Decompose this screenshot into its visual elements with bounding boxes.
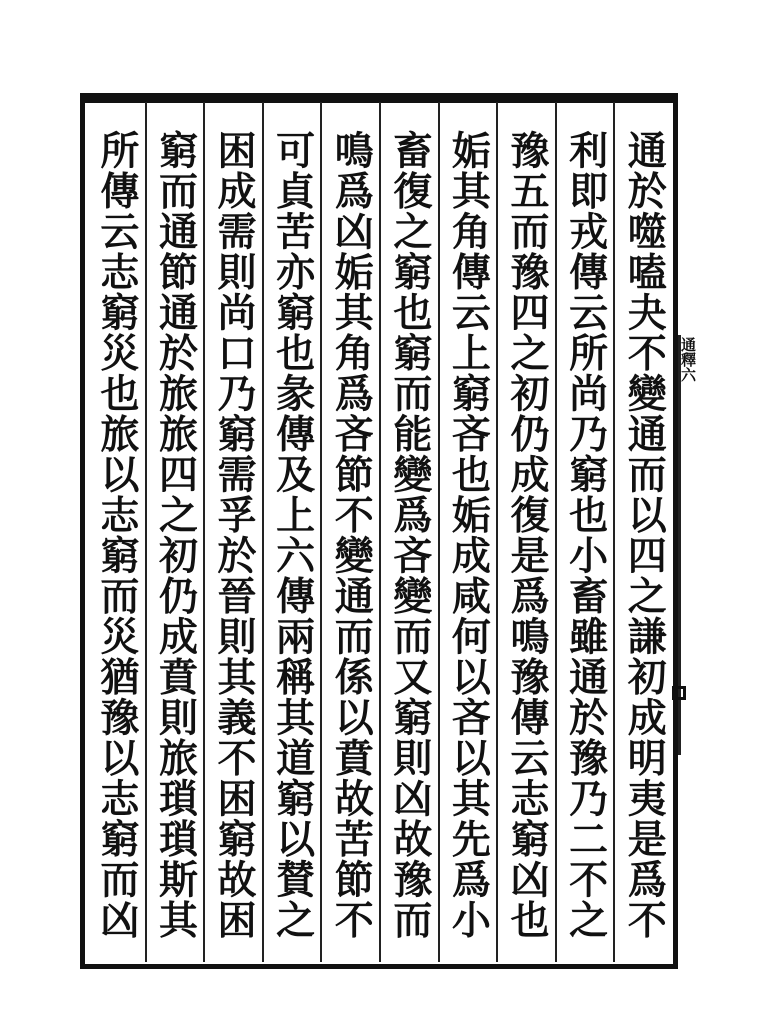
column-text: 利即戎傳云所尚乃窮也小畜雖通於豫乃二不之 bbox=[562, 130, 609, 940]
column-text: 豫五而豫四之初仍成復是爲鳴豫傳云志窮凶也 bbox=[504, 130, 551, 940]
fish-tail-mark bbox=[672, 686, 686, 700]
text-column-4 bbox=[438, 102, 497, 962]
column-text: 姤其角傳云上窮吝也姤成咸何以吝以其先爲小 bbox=[445, 130, 492, 940]
text-column-10 bbox=[88, 102, 145, 962]
column-text: 可貞苦亦窮也彖傳及上六傳兩稱其道窮以賛之 bbox=[269, 130, 316, 940]
text-column-1 bbox=[613, 102, 672, 962]
text-column-9 bbox=[145, 102, 204, 962]
column-text: 通於噬嗑夬不變通而以四之謙初成明夷是爲不 bbox=[621, 130, 668, 940]
column-text: 所傳云志窮災也旅以志窮而災猶豫以志窮而凶 bbox=[93, 130, 140, 940]
text-column-2 bbox=[555, 102, 614, 962]
column-text: 困成需則尚口乃窮需孚於晉則其義不困窮故困 bbox=[211, 130, 258, 940]
margin-title: 通釋六 bbox=[679, 337, 697, 382]
text-column-5 bbox=[379, 102, 438, 962]
text-column-3 bbox=[496, 102, 555, 962]
column-text: 鳴爲凶姤其角爲吝節不變通而係以賁故苦節不 bbox=[328, 130, 375, 940]
text-columns bbox=[88, 102, 672, 962]
text-column-8 bbox=[203, 102, 262, 962]
column-text: 畜復之窮也窮而能變爲吝變而又窮則凶故豫而 bbox=[386, 130, 433, 940]
text-column-6 bbox=[320, 102, 379, 962]
column-text: 窮而通節通於旅旅四之初仍成賁則旅瑣瑣斯其 bbox=[152, 130, 199, 940]
text-column-7 bbox=[262, 102, 321, 962]
